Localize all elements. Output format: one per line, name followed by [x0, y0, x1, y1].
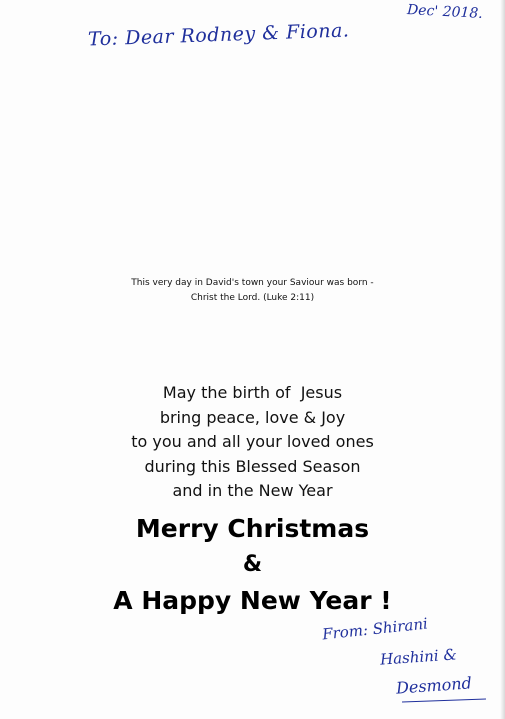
handwritten-greeting: To: Dear Rodney & Fiona. [87, 19, 350, 51]
ampersand-heading: & [242, 552, 263, 577]
greeting-message [0, 381, 505, 504]
handwritten-signature [321, 614, 492, 715]
message-line-1: May the birth of Jesus [162, 383, 343, 402]
merry-christmas-heading: Merry Christmas [135, 514, 370, 543]
message-line-4: during this Blessed Season [144, 456, 361, 476]
signature-line-2: Hashini & [379, 645, 458, 669]
message-line-3: to you and all your loved ones [131, 432, 374, 451]
signature-line-1: From: Shirani [321, 614, 429, 644]
signature-line-3: Desmond [395, 673, 473, 698]
handwritten-date: Dec' 2018. [406, 2, 484, 22]
happy-new-year-heading: A Happy New Year ! [113, 586, 392, 615]
scripture-verse [0, 276, 505, 306]
message-line-2: bring peace, love & Joy [159, 407, 346, 427]
message-line-5: and in the New Year [172, 481, 333, 500]
verse-line-2: Christ the Lord. (Luke 2:11) [190, 293, 315, 303]
verse-line-1: This very day in David's town your Saviour was born - [131, 278, 374, 288]
signature-underline [402, 699, 486, 703]
